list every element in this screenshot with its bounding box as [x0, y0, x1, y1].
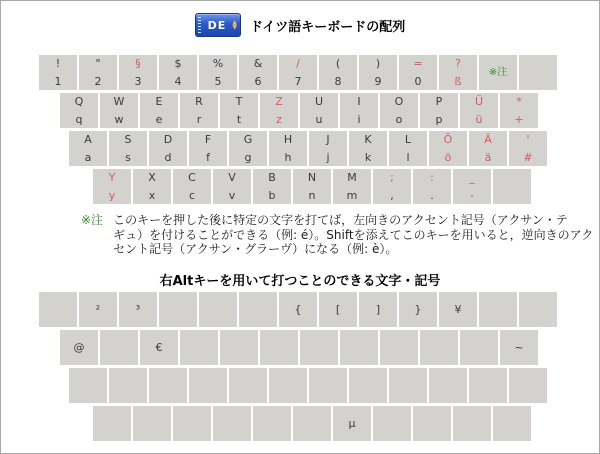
key: € — [140, 330, 178, 365]
blank-key — [469, 368, 507, 403]
keyboard-row — [39, 368, 559, 403]
blank-key — [159, 292, 197, 327]
note-line: セント記号（アクサン・グラーヴ）になる（例: è）。 — [113, 242, 398, 256]
blank-key — [133, 406, 171, 441]
blank-key — [493, 406, 531, 441]
blank-key — [180, 330, 218, 365]
blank-key — [380, 330, 418, 365]
key: X x — [133, 169, 171, 204]
key: ] — [359, 292, 397, 327]
blank-key — [340, 330, 378, 365]
key: J j — [309, 131, 347, 166]
key: [ — [319, 292, 357, 327]
key: = 0 — [399, 55, 437, 90]
blank-key — [253, 406, 291, 441]
key: B b — [253, 169, 291, 204]
down-arrow-icon: ▼ — [232, 24, 237, 31]
blank-key — [349, 368, 387, 403]
key: Ä ä — [469, 131, 507, 166]
key: N n — [293, 169, 331, 204]
blank-key — [260, 330, 298, 365]
key: H h — [269, 131, 307, 166]
blank-key — [239, 292, 277, 327]
key: E e — [140, 93, 178, 128]
key: C c — [173, 169, 211, 204]
blank-key — [373, 406, 411, 441]
key: ' # — [509, 131, 547, 166]
blank-key — [519, 292, 557, 327]
key: V v — [213, 169, 251, 204]
key: ! 1 — [39, 55, 77, 90]
keyboard-main — [39, 55, 559, 207]
blank-key — [100, 330, 138, 365]
blank-key — [509, 368, 547, 403]
blank-key — [69, 368, 107, 403]
key: / 7 — [279, 55, 317, 90]
blank-key — [420, 330, 458, 365]
blank-key — [189, 368, 227, 403]
blank-key — [93, 406, 131, 441]
key: U u — [300, 93, 338, 128]
key: F f — [189, 131, 227, 166]
blank-key — [109, 368, 147, 403]
key: K k — [349, 131, 387, 166]
note-line: ギュ）を付けることができる（例: é）。Shiftを添えてこのキーを用いると，逆向きのアク — [113, 227, 594, 242]
page-title: ドイツ語キーボードの配列 — [249, 19, 406, 35]
key: ³ — [119, 292, 157, 327]
language-badge-label: DE — [207, 18, 227, 32]
key: Ö ö — [429, 131, 467, 166]
key: G g — [229, 131, 267, 166]
keyboard-altgr — [39, 292, 559, 444]
blank-key — [453, 406, 491, 441]
key: % 5 — [199, 55, 237, 90]
note-text — [113, 213, 593, 257]
key: ? ß — [439, 55, 477, 90]
key: D d — [149, 131, 187, 166]
blank-key — [269, 368, 307, 403]
key: S s — [109, 131, 147, 166]
keyboard-row — [39, 406, 559, 441]
spinner-icon[interactable] — [232, 20, 237, 30]
key: " 2 — [79, 55, 117, 90]
blank-key — [413, 406, 451, 441]
key: * + — [500, 93, 538, 128]
note-label: ※注 — [81, 213, 104, 227]
blank-key — [220, 330, 258, 365]
key: O o — [380, 93, 418, 128]
keyboard-row — [39, 169, 559, 204]
key: ² — [79, 292, 117, 327]
key: Z z — [260, 93, 298, 128]
blank-key — [309, 368, 347, 403]
blank-key — [389, 368, 427, 403]
blank-key — [213, 406, 251, 441]
key: M m — [333, 169, 371, 204]
key: R r — [180, 93, 218, 128]
key: ~ — [500, 330, 538, 365]
key: } — [399, 292, 437, 327]
blank-key — [293, 406, 331, 441]
blank-key — [460, 330, 498, 365]
blank-key — [173, 406, 211, 441]
key: _ - — [453, 169, 491, 204]
header — [1, 13, 599, 37]
key: @ — [60, 330, 98, 365]
key: µ — [333, 406, 371, 441]
note — [81, 213, 593, 257]
language-badge[interactable] — [195, 13, 241, 37]
key: Q q — [60, 93, 98, 128]
blank-key — [519, 55, 557, 90]
key: L l — [389, 131, 427, 166]
keyboard-row — [39, 292, 559, 327]
blank-key — [39, 292, 77, 327]
keyboard-row — [39, 93, 559, 128]
accent-note-key: ※注 — [479, 55, 517, 90]
keyboard-row — [39, 330, 559, 365]
blank-key — [479, 292, 517, 327]
keyboard-row — [39, 55, 559, 90]
key: : . — [413, 169, 451, 204]
keyboard-row — [39, 131, 559, 166]
key: { — [279, 292, 317, 327]
blank-key — [493, 169, 531, 204]
key: Ü ü — [460, 93, 498, 128]
section-title: 右Altキーを用いて打つことのできる文字・記号 — [159, 274, 441, 289]
key: A a — [69, 131, 107, 166]
key: ) 9 — [359, 55, 397, 90]
key: ¥ — [439, 292, 477, 327]
key: P p — [420, 93, 458, 128]
key: & 6 — [239, 55, 277, 90]
blank-key — [300, 330, 338, 365]
key: Y y — [93, 169, 131, 204]
key: ; , — [373, 169, 411, 204]
key: ( 8 — [319, 55, 357, 90]
key: T t — [220, 93, 258, 128]
up-arrow-icon: ▲ — [232, 19, 237, 26]
note-line: このキーを押した後に特定の文字を打てば，左向きのアクセント記号（アクサン・テ — [113, 213, 568, 227]
key: I i — [340, 93, 378, 128]
blank-key — [199, 292, 237, 327]
key: § 3 — [119, 55, 157, 90]
blank-key — [429, 368, 467, 403]
drag-handle-icon — [198, 17, 201, 33]
blank-key — [149, 368, 187, 403]
blank-key — [229, 368, 267, 403]
key: $ 4 — [159, 55, 197, 90]
key: W w — [100, 93, 138, 128]
